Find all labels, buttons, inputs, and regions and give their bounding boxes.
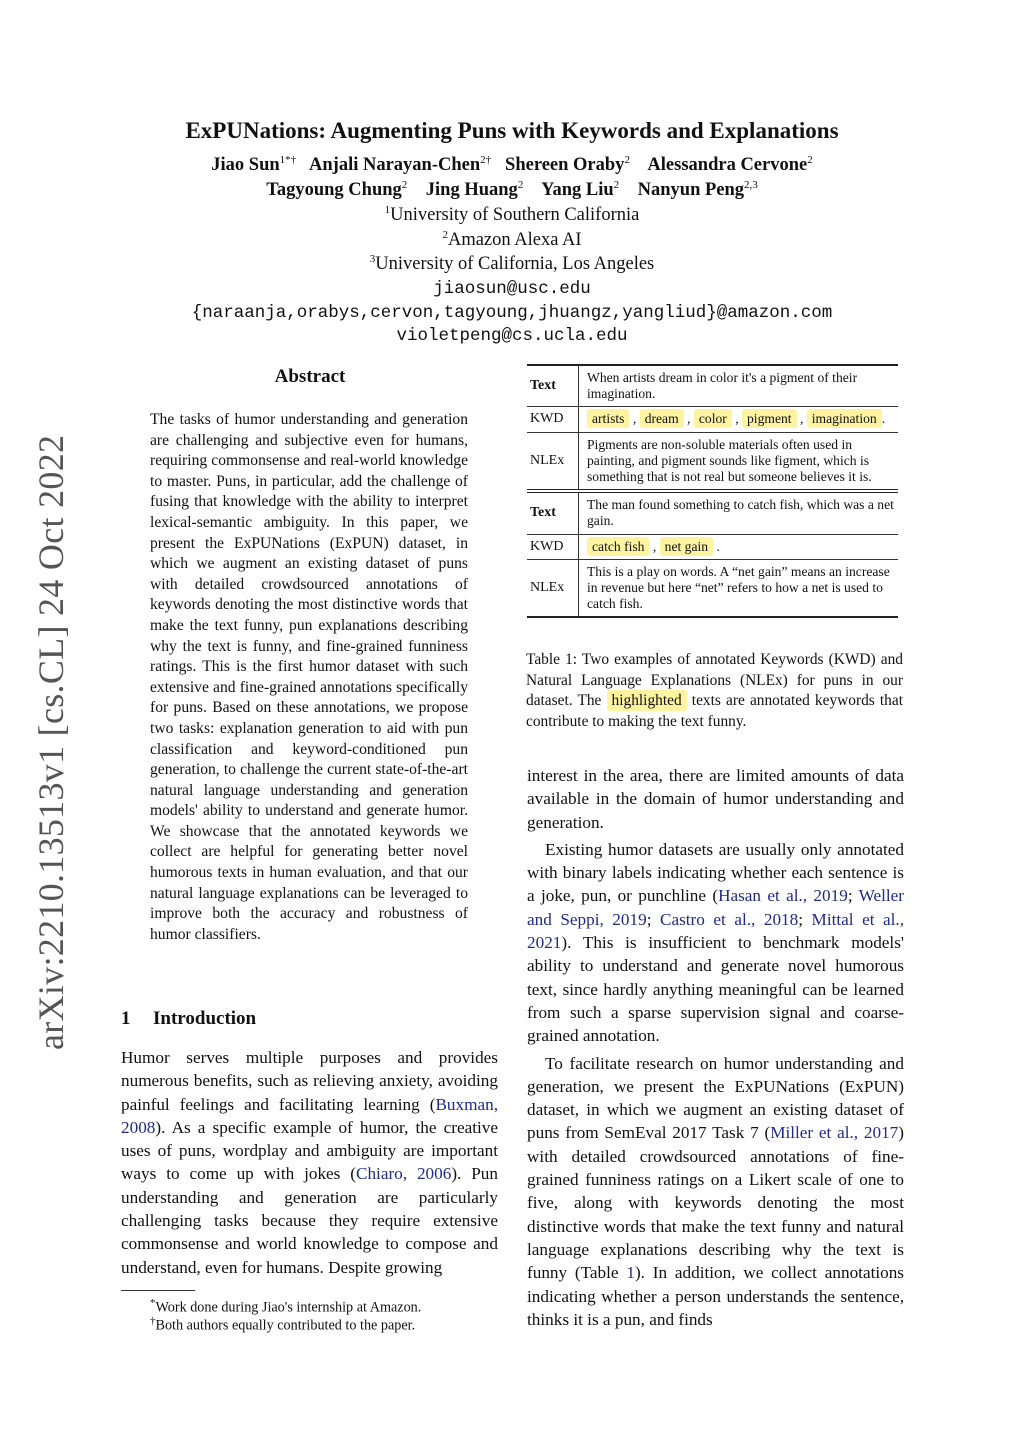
citation-link[interactable]: Hasan et al., 2019	[718, 886, 848, 906]
footnote-1: *Work done during Jiao's internship at Amazon.	[150, 1297, 422, 1316]
citation-link[interactable]: Castro et al., 2018	[660, 909, 799, 929]
footnote-2: †Both authors equally contributed to the paper.	[150, 1315, 416, 1334]
table-row	[527, 534, 898, 559]
table-label-kwd: KWD	[527, 534, 579, 559]
example-1-keywords: artists , dream , color , pigment , imagination .	[579, 407, 899, 432]
table-label-text: Text	[527, 365, 579, 407]
keyword-highlight: imagination	[807, 409, 882, 428]
affiliation-3: $^3$University of California, Los Angeles	[369, 253, 655, 275]
section-heading-introduction: 1 Introduction	[121, 1008, 257, 1029]
table-row	[527, 559, 898, 617]
keyword-highlight: pigment	[742, 409, 797, 428]
affiliation-2: $^2$Amazon Alexa AI	[442, 229, 582, 251]
intro-paragraph-3: To facilitate research on humor understanding and generation, we present the ExPUNations (ExPUN) dataset, in which we augment an existing dataset of puns from SemEval 2017 Task 7 (Miller et al., 2017) with detailed crowdsourced annotations of fine-grained funniness ratings on a Likert scale of one to five, along with keywords denoting the most distinctive words that make the text funny and natural language explanations describing why the text is funny (Table 1). In addition, we collect annotations indicating whether a person understands the sentence, thinks it is a pun, and finds	[527, 1053, 904, 1329]
table-row	[527, 432, 898, 491]
table-row	[527, 365, 898, 407]
keyword-highlight: catch fish	[587, 537, 649, 556]
table-label-nlex: NLEx	[527, 559, 579, 617]
example-1-text: When artists dream in color it's a pigment of their imagination.	[579, 365, 899, 407]
table-label-kwd: KWD	[527, 407, 579, 432]
keyword-highlight: artists	[587, 409, 629, 428]
email-1[interactable]: jiaosun@usc.edu	[433, 279, 591, 299]
example-2-explanation: This is a play on words. A “net gain” means an increase in revenue but here “net” refers to how a net is used to catch fish.	[579, 559, 899, 617]
abstract-heading: Abstract	[274, 366, 346, 387]
footnote-divider	[121, 1290, 195, 1291]
citation-link[interactable]: Mittal et al., 2021	[527, 909, 905, 953]
keyword-highlight: dream	[640, 409, 684, 428]
author-line-1: Jiao Sun$^{1*\dagger}$ Anjali Narayan-Chen$^{2\dagger}$ Shereen Oraby$^2$ Alessandra Cervone$^2$	[211, 154, 813, 176]
arxiv-identifier[interactable]: arXiv:2210.13513v1 [cs.CL] 24 Oct 2022	[31, 434, 71, 1050]
table-caption: Table 1: Two examples of annotated Keywords (KWD) and Natural Language Explanations (NLEx) for puns in our dataset. The highlighted texts are annotated keywords that contribute to making the text funny.	[526, 651, 903, 730]
right-column-text	[527, 764, 904, 1331]
example-1-explanation: Pigments are non-soluble materials often used in painting, and pigment sounds like figment, which is something that is not real but someone believes it is.	[579, 432, 899, 491]
table-label-text: Text	[527, 491, 579, 534]
paper-title: ExPUNations: Augmenting Puns with Keywords and Explanations	[185, 118, 839, 143]
email-3[interactable]: violetpeng@cs.ucla.edu	[396, 326, 628, 346]
author-line-2: Tagyoung Chung$^2$ Jing Huang$^2$ Yang Liu$^2$ Nanyun Peng$^{2,3}$	[266, 179, 758, 201]
keyword-highlight: net gain	[660, 537, 713, 556]
table-1	[527, 364, 898, 618]
abstract-text: The tasks of humor understanding and generation are challenging and subjective even for humans, requiring commonsense and real-world knowledge to master. Puns, in particular, add the challenge of fusing that knowledge with the ability to interpret lexical-semantic ambiguity. In this paper, we present the ExPUNations (ExPUN) dataset, in which we augment an existing dataset of puns with detailed crowdsourced annotations of keywords denoting the most distinctive words that make the text funny, pun explanations describing why the text is funny, and fine-grained funniness ratings. This is the first humor dataset with such extensive and fine-grained annotations specifically for puns. Based on these annotations, we propose two tasks: explanation generation to aid with pun classification and keyword-conditioned pun generation, to challenge the current state-of-the-art natural language understanding and generation models' ability to understand and generate humor. We showcase that the annotated keywords we collect are helpful for generating better novel humorous texts in human evaluation, and that our natural language explanations can be leveraged to improve both the accuracy and robustness of humor classifiers.	[150, 411, 468, 943]
email-2[interactable]: {naraanja,orabys,cervon,tagyoung,jhuangz,yangliud}@amazon.com	[191, 303, 833, 323]
intro-paragraph-2: Existing humor datasets are usually only annotated with binary labels indicating whether each sentence is a joke, pun, or punchline (Hasan et al., 2019; Weller and Seppi, 2019; Castro et al., 2018; Mittal et al., 2021). This is insufficient to benchmark models' ability to understand and generate novel humorous text, since hardly anything meaningful can be learned from such a sparse supervision signal and coarse-grained annotation.	[527, 839, 905, 1046]
citation-link[interactable]: Buxman, 2008	[121, 1094, 498, 1137]
intro-paragraph-1-continued: interest in the area, there are limited amounts of data available in the domain of humor understanding and generation.	[527, 766, 904, 832]
table-reference-link[interactable]: 1	[626, 1263, 635, 1283]
table-row	[527, 491, 898, 534]
citation-link[interactable]: Chiaro, 2006	[355, 1164, 452, 1184]
intro-paragraph-1: Humor serves multiple purposes and provides numerous benefits, such as relieving anxiety, avoiding painful feelings and facilitating learning (Buxman, 2008). As a specific example of humor, the creative uses of puns, wordplay and ambiguity are important ways to come up with jokes (Chiaro, 2006). Pun understanding and generation are particularly challenging tasks because they require extensive commonsense and world knowledge to compose and understand, even for humans. Despite growing	[121, 1048, 498, 1277]
keyword-highlight: color	[694, 409, 732, 428]
citation-link[interactable]: Weller and Seppi, 2019	[527, 886, 904, 929]
caption-highlight: highlighted	[607, 690, 687, 711]
table-label-nlex: NLEx	[527, 432, 579, 491]
example-2-keywords: catch fish , net gain .	[579, 534, 899, 559]
affiliation-1: $^1$University of Southern California	[384, 204, 640, 226]
citation-link[interactable]: Miller et al., 2017	[770, 1123, 899, 1143]
table-row	[527, 407, 898, 432]
example-2-text: The man found something to catch fish, which was a net gain.	[579, 491, 899, 534]
